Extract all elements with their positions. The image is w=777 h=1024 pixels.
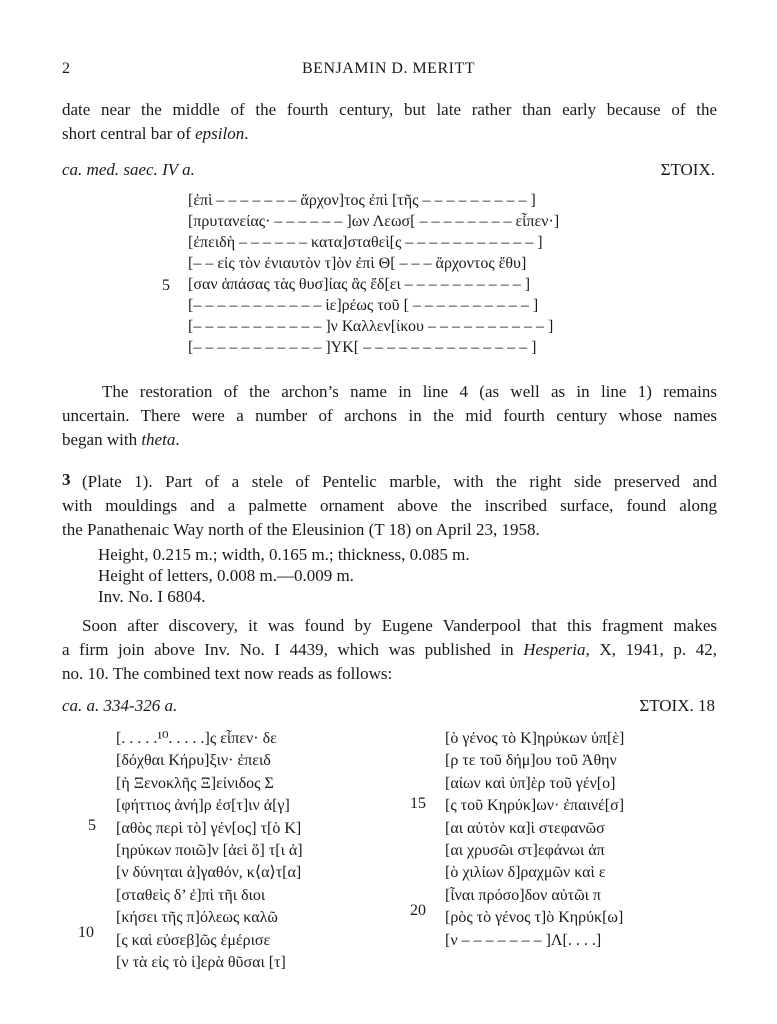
inscription-line: [ὸ γένος τὸ Κ]ηρύκων ὑπ[ὲ] [445, 730, 625, 747]
inscription-line: [ἐπὶ – – – – – – – ἄρχον]τος ἐπὶ [τῆς – – – – – – – – – ] [188, 192, 536, 209]
inscription-line: [φήττιος ἀνή]ρ ἐσ[τ]ιν ἀ[γ] [116, 797, 290, 815]
measurement-line: Height, 0.215 m.; width, 0.165 m.; thickness, 0.085 m. [98, 545, 470, 564]
discovery-paragraph [62, 614, 717, 686]
restoration-line: The restoration of the archon’s name in line 4 (as well as in line 1) remains [102, 382, 717, 401]
dating-label: ca. a. 334-326 a. [62, 696, 178, 715]
stoichedon-label: ΣΤΟΙΧ. 18 [639, 696, 715, 715]
line-number: 5 [88, 817, 96, 834]
inscription-line: [σαν ἁπάσας τὰς θυσ]ίας ἃς ἔδ[ει – – – – – – – – – – ] [188, 276, 531, 293]
inscription-line: [– – – – – – – – – – – ]ΥΚ[ – – – – – – – – – – – – – – ] [188, 339, 537, 356]
measurement-line: Height of letters, 0.008 m.—0.009 m. [98, 566, 354, 585]
stoichedon-label: ΣΤΟΙΧ. [660, 160, 715, 179]
inscription-line: [κήσει τῆς π]όλεως καλῶ [116, 909, 278, 927]
inscription-line: [πρυτανείας· – – – – – – ]ων Λεωσ[ – – – – – – – – εἶπεν·] [188, 213, 560, 230]
discovery-line: a firm join above Inv. No. I 4439, which was published in Hesperia, X, 1941, p. 42, [62, 640, 717, 659]
inscription-line: [ν – – – – – – – ]Λ[. . . .] [445, 931, 602, 949]
inscription-line: [ν δύνηται ἀ]γαθόν, κ⟨α⟩τ[α] [116, 864, 302, 882]
inscription-line: [. . . . .¹⁰. . . . .]ς εἶπεν· δε [116, 730, 277, 747]
item-number: 3 [62, 470, 71, 489]
inscription-line: [– – εἰς τὸν ἐνιαυτὸν τ]ὸν ἐπὶ Θ[ – – – ἄρχοντος ἔθυ] [188, 255, 527, 272]
inscription-line: [αθὸς περὶ τὸ] γέν[ος] τ[ὸ Κ] [116, 819, 302, 837]
inscription-line: [αίων καὶ ὑπ]ὲρ τοῦ γέν[ο] [445, 774, 616, 792]
inscription-line: [ρὸς τὸ γένος τ]ὸ Κηρύκ[ω] [445, 909, 624, 927]
inscription-line: [σταθεὶς δ’ ἐ]πὶ τῆι διοι [116, 886, 266, 904]
item-line: the Panathenaic Way north of the Eleusinion (T 18) on April 23, 1958. [62, 520, 540, 539]
inscription-line: [ἶναι πρόσο]δον αὐτῶι π [445, 886, 601, 904]
measurements [98, 544, 470, 607]
intro-paragraph [62, 98, 717, 146]
dating-label: ca. med. saec. IV a. [62, 160, 195, 179]
discovery-line: no. 10. The combined text now reads as follows: [62, 664, 393, 683]
inscription-line: [ὸ χιλίων δ]ραχμῶν καὶ ε [445, 864, 606, 882]
inscription-line: [ἐπειδὴ – – – – – – κατα]σταθεὶ[ς – – – – – – – – – – – ] [188, 234, 543, 251]
item-description [62, 470, 717, 542]
inscription-line: [αι χρυσῶι στ]εφάνωι ἀπ [445, 842, 605, 860]
item-line: (Plate 1). Part of a stele of Pentelic marble, with the right side preserved and [82, 472, 717, 491]
inscription-text [188, 190, 559, 358]
line-number: 20 [410, 902, 426, 919]
restoration-line: began with theta. [62, 430, 180, 449]
intro-line: date near the middle of the fourth century, but late rather than early because of the [62, 100, 717, 119]
inscription-left-column [116, 728, 303, 974]
inscription-line: [ν τὰ εἰς τὸ ἱ]ερὰ θῦσαι [τ] [116, 954, 286, 972]
inscription-line: [– – – – – – – – – – – ]ν Καλλεν[ίκου – – – – – – – – – – ] [188, 318, 554, 335]
discovery-line: Soon after discovery, it was found by Eugene Vanderpool that this fragment makes [82, 616, 717, 635]
inscription-line: [ηρύκων ποιῶ]ν [ἀεὶ ὅ] τ[ι ἀ] [116, 842, 303, 860]
inscription-line: [ὴ Ξενοκλῆς Ξ]είνιδος Σ [116, 774, 274, 792]
restoration-line: uncertain. There were a number of archons in the mid fourth century whose names [62, 406, 717, 425]
inscription-line: [ς τοῦ Κηρύκ]ων· ἐπαινέ[σ] [445, 797, 625, 815]
restoration-paragraph [62, 380, 717, 452]
running-title: BENJAMIN D. MERITT [302, 60, 475, 77]
inscription-line: [ς καὶ εὐσεβ]ῶς ἐμέρισε [116, 931, 271, 949]
page-number: 2 [62, 60, 71, 77]
inscription-line: [– – – – – – – – – – – ἱε]ρέως τοῦ [ – – – – – – – – – – ] [188, 297, 539, 314]
inscription-line: [αι αὐτὸν κα]ὶ στεφανῶσ [445, 819, 605, 837]
inscription-right-column [445, 728, 624, 952]
measurement-line: Inv. No. I 6804. [98, 587, 206, 606]
inscription-line: [ρ τε τοῦ δήμ]ου τοῦ Ἀθην [445, 752, 617, 770]
line-number: 10 [78, 924, 94, 941]
line-number: 5 [162, 277, 170, 294]
intro-line: short central bar of epsilon. [62, 124, 249, 143]
line-number: 15 [410, 795, 426, 812]
inscription-line: [δόχθαι Κήρυ]ξιν· ἐπειδ [116, 752, 271, 770]
item-line: with mouldings and a palmette ornament above the inscribed surface, found along [62, 496, 717, 515]
